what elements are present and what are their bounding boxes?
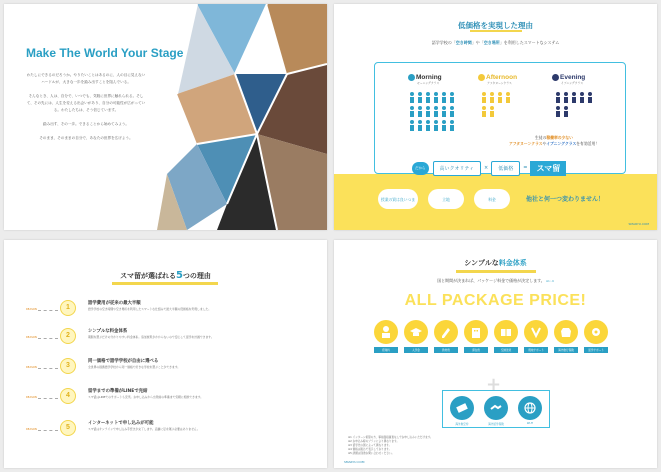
cloud-price: 料金: [474, 189, 510, 209]
reason-heading: 同一価格で語学学校が自由に選べる: [88, 359, 159, 364]
option-label: 海外航空券: [455, 423, 469, 426]
intro-paragraph: そんなとき、人は、自分で、いつでも、気軽に世界に触れられる。そして、その先には、人生を変える出会いがあり、自分の可能性が広がっている。わたしたちは、そう信じています。: [26, 94, 146, 112]
reason-number: 3: [60, 358, 76, 374]
subtitle-text: 」や「: [471, 40, 484, 45]
class-name-jp: アフタヌーンクラス: [487, 81, 512, 86]
teacher-icon: [374, 320, 398, 344]
reason-heading: シンプルな料金体系: [88, 329, 128, 334]
ribbon-icon: [524, 320, 548, 344]
feature-study-support: [584, 320, 608, 353]
feature-local-support: [524, 320, 548, 353]
feature-label: 空港送迎: [494, 347, 518, 353]
title-text: シンプルな: [464, 259, 499, 267]
feature-label: 入学金: [404, 347, 428, 353]
section-title: [4, 270, 327, 281]
intro-paragraph: 踏み出す、その一歩。できることから始めてみよう。: [43, 122, 129, 126]
students-icon-grid-morning: [408, 91, 458, 133]
feature-label: 授業料: [374, 347, 398, 353]
class-afternoon: [478, 74, 538, 85]
reason-item: [26, 300, 294, 324]
option-airfare: [450, 396, 474, 426]
intro-paragraph: わたしにできるのだろうか。やりたいことはあるのに、人の目に見えないハードルが、大きな一歩を踏み出すことを阻んでいる。: [26, 73, 146, 84]
section-title: 低価格を実現した理由: [458, 21, 533, 30]
reason-description: 全世界の提携語学学校から同一価格で好きな学校を選ぶことができます。: [88, 365, 181, 369]
reason-description: スマ留はオンラインで申し込み手続きが完了します。店舗に足を運ぶ必要はありません。: [88, 427, 200, 431]
option-wifi: [518, 396, 542, 425]
feature-admission: [404, 320, 428, 353]
section-title: [334, 258, 657, 268]
reason-heading: 語学費用が従来の最大半額: [88, 301, 141, 306]
reason-label: REASON: [26, 336, 37, 339]
section-subtitle: [334, 40, 657, 46]
class-name: Morning: [416, 74, 442, 82]
reason-number: 1: [60, 300, 76, 316]
reason-number: 2: [60, 328, 76, 344]
quality-term: 高いクオリティ: [433, 161, 482, 176]
class-morning: [408, 74, 468, 85]
reason-label: REASON: [26, 366, 37, 369]
title-text: つの理由: [182, 272, 211, 280]
page-footer: SMARYU.COM: [628, 222, 649, 226]
footnote: ※3 留学先の国によって異なります。: [348, 444, 392, 447]
brochure-page-low-price: [334, 4, 657, 230]
reason-item: [26, 358, 294, 382]
feature-airport-pickup: [494, 320, 518, 353]
footnote: ※1 インターン希望の方、事前面接審査なしでお申し込みいただけます。: [348, 436, 433, 439]
class-name-jp: モーニングクラス: [417, 81, 440, 86]
book-icon: [494, 320, 518, 344]
moon-icon: [552, 74, 559, 81]
feature-materials: [434, 320, 458, 353]
class-name: Afternoon: [486, 74, 518, 82]
intro-copy: [26, 72, 146, 149]
page-footer: SMARYU.COM: [344, 460, 365, 464]
feature-accommodation: [464, 320, 488, 353]
cloud-quality: 授業の質は良いつま: [378, 189, 418, 209]
class-name-jp: イブニングクラス: [561, 81, 584, 86]
reason-description: 期間を選ぶだけの分かりやすい料金体系。追加費用がかからないので安心して留学を計画できます。: [88, 335, 214, 339]
students-icon-grid-afternoon: [480, 91, 530, 133]
globe-icon: [518, 396, 542, 420]
reason-description: スマ留はLINEでのサポートも充実。お申し込みから出発前の準備まで気軽に相談できます。: [88, 395, 204, 399]
feature-tuition: [374, 320, 398, 353]
note-text: を有効活用！: [576, 140, 600, 146]
footnotes: [348, 436, 433, 456]
gear-icon: [584, 320, 608, 344]
reason-number: 4: [60, 388, 76, 404]
graduation-cap-icon: [404, 320, 428, 344]
subtitle-text: 」を利用したスマートなシステム: [499, 40, 560, 45]
times-sign: ×: [484, 165, 489, 171]
title-text: スマ留が選ばれる: [120, 272, 176, 280]
brochure-page-reasons: [4, 240, 327, 468]
footnote: ※4 価格は税込で表示しております。: [348, 448, 392, 451]
utilization-note: [504, 135, 604, 146]
brand-badge: スマ留: [530, 161, 566, 176]
note-highlight: アフタヌーンクラス: [508, 140, 543, 146]
reason-label: REASON: [26, 396, 37, 399]
footnote: ※2 お申込み時のプランにより異なります。: [348, 440, 400, 443]
feature-label: 教材費: [434, 347, 458, 353]
title-highlight: 料金体系: [498, 259, 527, 267]
ticket-icon: [450, 396, 474, 420]
class-evening: [552, 74, 612, 85]
pencil-icon: [434, 320, 458, 344]
reason-number: 5: [60, 420, 76, 436]
sun-icon: [408, 74, 415, 81]
equals-sign: =: [523, 165, 528, 171]
note-highlight: イブニングクラス: [546, 140, 577, 146]
brochure-page-pricing: [334, 240, 657, 468]
page-title: Make The World Your Stage: [26, 46, 184, 60]
quality-prefix: だから: [412, 162, 429, 175]
feature-label: 海外旅行保険: [554, 347, 578, 353]
note-text: 生徒の: [535, 135, 547, 140]
price-term: 低価格: [491, 161, 520, 176]
building-icon: [464, 320, 488, 344]
sun-icon: [478, 74, 485, 81]
plus-icon: +: [486, 374, 502, 395]
subtitle-text: 国と期間が決まれば、パッケージ料金で価格が決定します。: [437, 278, 545, 283]
brochure-page-intro: [4, 4, 327, 230]
title-underline: [456, 270, 536, 273]
quality-equation: [412, 160, 566, 176]
note-text: や: [542, 140, 547, 146]
subtitle-text: 語学学校の「: [431, 40, 456, 45]
title-number: 5: [175, 270, 183, 281]
class-name: Evening: [560, 74, 586, 82]
reason-heading: インターネットで申し込みが可能: [88, 421, 154, 426]
feature-insurance: [554, 320, 578, 353]
section-subtitle: [334, 278, 657, 284]
same-as-others-text: 他社と何一つ変わりません！: [526, 196, 605, 203]
footnote: ※5 詳細は別途お問い合わせください。: [348, 452, 395, 455]
note-highlight: 稼働率の少ない: [546, 135, 573, 140]
reason-item: [26, 420, 294, 444]
reason-label: REASON: [26, 308, 37, 311]
cloud-location: 立地: [428, 189, 464, 209]
reason-item: [26, 328, 294, 352]
title-underline: [470, 30, 522, 32]
title-underline: [112, 282, 218, 285]
reason-heading: 留学までの準備がLINEで完結: [88, 389, 148, 394]
jacket-icon: [554, 320, 578, 344]
feature-label: 滞在費: [464, 347, 488, 353]
photo-collage: [157, 4, 327, 230]
students-icon-grid-evening: [554, 91, 604, 133]
reason-item: [26, 388, 294, 412]
subtitle-note: ※1～6: [546, 280, 554, 283]
all-package-heading: ALL PACKAGE PRICE!: [404, 292, 587, 309]
reason-description: 語学学校の空き時間や空き場所を利用したスマートな仕組みで最大半額の低価格を実現しました。: [88, 307, 212, 311]
subtitle-highlight: 空き場所: [483, 40, 500, 45]
option-insurance: [484, 396, 508, 426]
intro-paragraph: そのまま、そのままの自分で、あなたの世界を広げよう。: [39, 136, 133, 140]
reason-label: REASON: [26, 428, 37, 431]
feature-label: 留学サポート: [584, 347, 608, 353]
option-label: 海外留学保険: [488, 423, 504, 426]
subtitle-highlight: 空き時間: [455, 40, 472, 45]
handshake-icon: [484, 396, 508, 420]
option-label: Wi-Fi: [526, 422, 534, 425]
feature-label: 現地サポート: [524, 347, 548, 353]
